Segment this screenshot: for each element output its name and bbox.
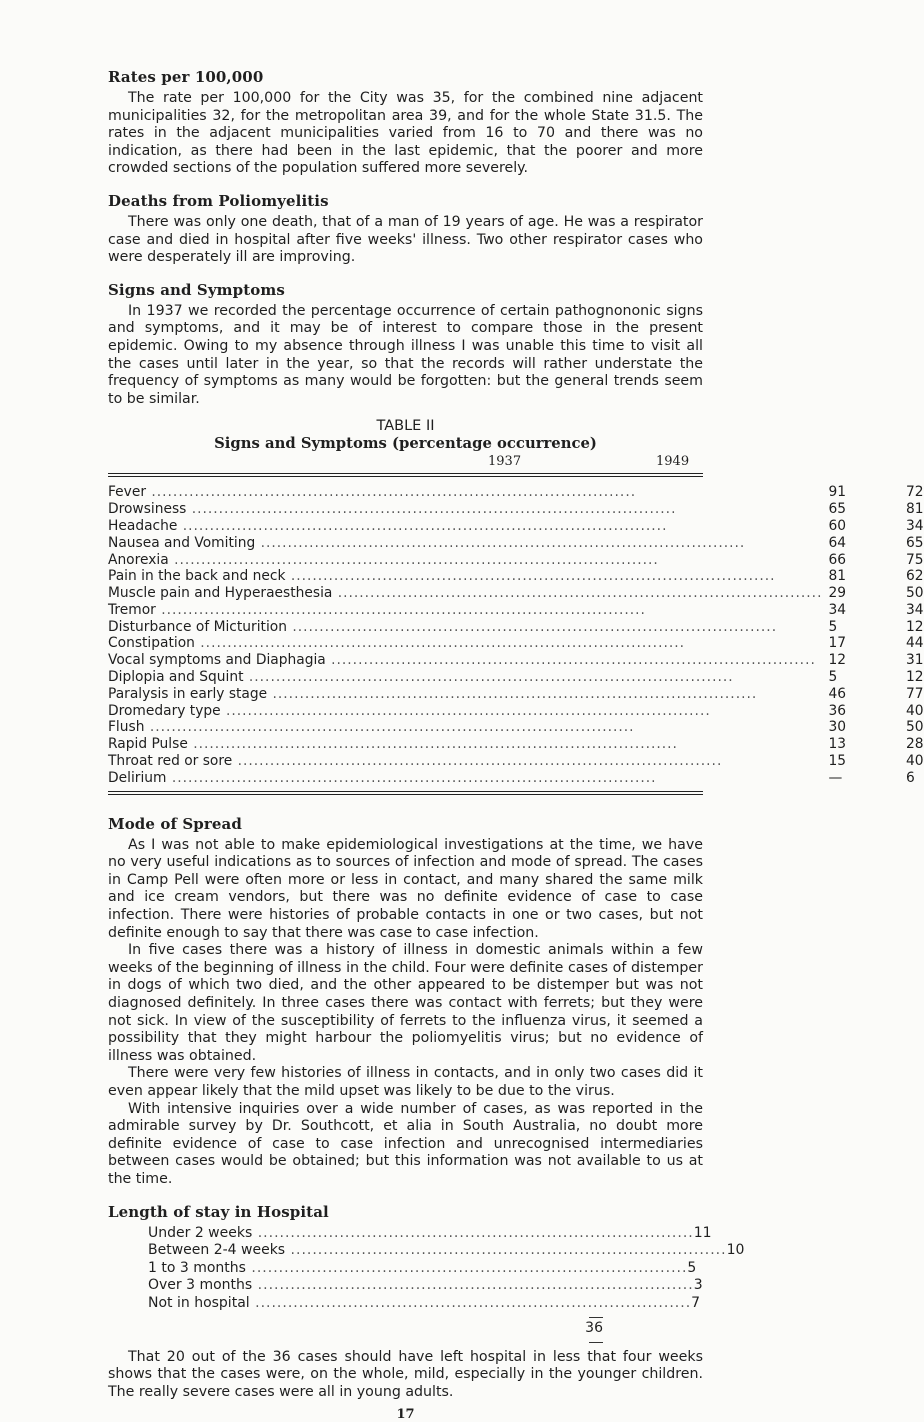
stay-label: 1 to 3 months ................................................................................ — [148, 1259, 688, 1276]
stay-list — [148, 1224, 745, 1313]
value-1937: 13 — [828, 736, 847, 753]
paragraph: The rate per 100,000 for the City was 35, for the combined nine adjacent municipalities 32, for the metropolitan area 39, and for the whole State 31.5. The rates in the adjacent municipalities varied from 16 to 70 and there was no indication, as there had been in the last epidemic, that the poorer and more crowded sections of the population suffered more severely. — [108, 90, 703, 177]
table-row — [108, 719, 924, 736]
table-row — [108, 518, 924, 535]
symptom-label: Anorexia .......................................................................................... — [108, 551, 659, 568]
symptom-label: Constipation .......................................................................................... — [108, 635, 685, 652]
paragraph: In 1937 we recorded the percentage occurrence of certain pathognononic signs and symptoms, and it may be of interest to compare those in the present epidemic. Owing to my absence through illness I was unable this time to visit all the cases until later in the year, so that the records will rather understate the frequency of symptoms as many would be forgotten: but the general trends seem to be similar. — [108, 302, 703, 407]
stay-count: 5 — [687, 1259, 697, 1276]
symptom-name: Drowsiness — [108, 501, 187, 518]
section-heading: Length of stay in Hospital — [108, 1202, 329, 1221]
stay-label: Not in hospital ................................................................................ — [148, 1294, 692, 1311]
table-row — [108, 736, 924, 753]
symptom-label: Throat red or sore .......................................................................................... — [108, 753, 723, 770]
table-row — [108, 686, 924, 703]
table-row — [108, 635, 924, 652]
table-row — [108, 602, 924, 619]
section-deaths — [108, 192, 703, 267]
value-1949: 28 — [906, 736, 924, 753]
symptom-label: Vocal symptoms and Diaphagia .......................................................................................... — [108, 652, 816, 669]
stay-count: 7 — [691, 1294, 701, 1311]
symptom-label: Fever .......................................................................................... — [108, 484, 637, 501]
stay-label: Under 2 weeks ................................................................................ — [148, 1224, 694, 1241]
symptom-label: Nausea and Vomiting .......................................................................................... — [108, 534, 746, 551]
symptom-name: Rapid Pulse — [108, 736, 188, 753]
value-1949: 44 — [906, 635, 924, 652]
value-1949: 77 — [906, 685, 924, 702]
paragraph: There was only one death, that of a man of 19 years of age. He was a respirator case and died in hospital after five weeks' illness. Two other respirator cases who were desperately ill are improving. — [108, 213, 703, 266]
value-1949: 50 — [906, 585, 924, 602]
table-row — [108, 568, 924, 585]
symptom-name: Delirium — [108, 769, 167, 786]
symptom-name: Flush — [108, 719, 145, 736]
symptom-label: Pain in the back and neck .......................................................................................... — [108, 568, 776, 585]
value-1949: 31 — [906, 652, 924, 669]
symptom-name: Anorexia — [108, 551, 169, 568]
value-1937: 29 — [828, 585, 847, 602]
symptom-label: Disturbance of Micturition .......................................................................................... — [108, 618, 778, 635]
table-row — [108, 585, 924, 602]
value-1949: 40 — [906, 753, 924, 770]
stay-total: 36 — [585, 1319, 603, 1336]
list-item — [148, 1224, 712, 1243]
value-1937: 60 — [828, 517, 847, 534]
stay-total-row — [148, 1320, 603, 1338]
paragraph: In five cases there was a history of illness in domestic animals within a few weeks of the beginning of illness in the child. Four were definite cases of distemper in dogs of which two died, and the other appeared to be distemper but was not diagnosed definitely. In three cases there was contact with ferrets; but they were not sick. In view of the susceptibility of ferrets to the influenza virus, it seemed a possibility that they might harbour the poliomyelitis virus; but no evidence of illness was obtained. — [108, 942, 703, 1064]
stay-count: 3 — [693, 1277, 703, 1294]
value-1937: 15 — [828, 753, 847, 770]
symptom-name: Vocal symptoms and Diaphagia — [108, 652, 326, 669]
table-title: TABLE II — [376, 418, 435, 435]
value-1937: 5 — [828, 618, 838, 635]
section-heading: Signs and Symptoms — [108, 280, 285, 299]
value-1937: 34 — [828, 601, 847, 618]
table-bottom-rule — [108, 791, 703, 795]
value-1949: 72 — [906, 484, 924, 501]
symptom-label: Delirium .......................................................................................... — [108, 769, 657, 786]
table-subtitle: Signs and Symptoms (percentage occurrence) — [214, 435, 597, 453]
symptom-name: Nausea and Vomiting — [108, 534, 256, 551]
symptom-label: Diplopia and Squint .......................................................................................... — [108, 669, 734, 686]
section-signs — [108, 281, 703, 409]
symptom-name: Constipation — [108, 635, 195, 652]
value-1937: 81 — [828, 568, 847, 585]
value-1937: 64 — [828, 534, 847, 551]
symptom-name: Diplopia and Squint — [108, 669, 244, 686]
value-1937: 17 — [828, 635, 847, 652]
symptom-name: Pain in the back and neck — [108, 568, 286, 585]
total-rule — [589, 1317, 603, 1318]
table-header-row — [108, 452, 703, 470]
value-1937: 65 — [828, 501, 847, 518]
paragraph: With intensive inquiries over a wide number of cases, as was reported in the admirable survey by Dr. Southcott, et alia in South Australia, no doubt more definite evidence of case to case infection and unrecognised intermediaries between cases would be obtained; but this information was not available to us at the time. — [108, 1100, 703, 1187]
symptoms-table-block — [108, 418, 924, 794]
table-row — [108, 619, 924, 636]
section-stay — [108, 1202, 745, 1343]
section-heading: Mode of Spread — [108, 814, 242, 833]
stay-label-text: Between 2-4 weeks — [148, 1242, 286, 1259]
table-row — [108, 552, 924, 569]
value-1949: 81 — [906, 501, 924, 518]
stay-count: 10 — [726, 1242, 745, 1259]
symptom-label: Tremor .......................................................................................... — [108, 601, 646, 618]
symptom-label: Headache .......................................................................................... — [108, 517, 668, 534]
symptom-label: Paralysis in early stage .......................................................................................... — [108, 685, 758, 702]
value-1949: 40 — [906, 702, 924, 719]
value-1949: 34 — [906, 517, 924, 534]
table-row — [108, 484, 924, 501]
symptom-name: Headache — [108, 517, 178, 534]
section-spread — [108, 815, 703, 1189]
symptom-label: Muscle pain and Hyperaesthesia .......................................................................................... — [108, 585, 823, 602]
section-rates — [108, 68, 703, 178]
table-row — [108, 501, 924, 518]
value-1949: 6 — [906, 769, 915, 786]
value-1949: 12 — [906, 669, 924, 686]
total-rule-bottom — [589, 1342, 603, 1343]
section-heading: Deaths from Poliomyelitis — [108, 191, 329, 210]
value-1937: 46 — [828, 685, 847, 702]
stay-label-text: Over 3 months — [148, 1277, 253, 1294]
section-heading: Rates per 100,000 — [108, 68, 264, 86]
symptom-name: Muscle pain and Hyperaesthesia — [108, 585, 333, 602]
stay-label-text: Not in hospital — [148, 1294, 250, 1311]
symptom-label: Dromedary type .......................................................................................... — [108, 702, 711, 719]
value-1937: 66 — [828, 551, 847, 568]
symptom-name: Paralysis in early stage — [108, 685, 268, 702]
table-row — [108, 703, 924, 720]
value-1949: 75 — [906, 551, 924, 568]
page-number: 17 — [396, 1407, 415, 1422]
paragraph: There were very few histories of illness in contacts, and in only two cases did it even appear likely that the mild upset was likely to be due to the virus. — [108, 1065, 703, 1099]
paragraph: As I was not able to make epidemiological investigations at the time, we have no very useful indications as to sources of infection and mode of spread. The cases in Camp Pell were often more or less in contact, and many shared the same milk and ice cream vendors, but there was no definite evidence of case to case infection. There were histories of probable contacts in one or two cases, but not definite enough to say that there was case to case infection. — [108, 836, 703, 941]
value-1937: 91 — [828, 484, 847, 501]
list-item — [148, 1277, 703, 1295]
column-header-1937: 1937 — [488, 454, 522, 470]
symptom-name: Dromedary type — [108, 702, 221, 719]
symptom-label: Rapid Pulse .......................................................................................... — [108, 736, 678, 753]
stay-label-text: Under 2 weeks — [148, 1224, 253, 1241]
list-item — [148, 1242, 745, 1260]
list-item — [148, 1294, 701, 1313]
value-1949: 62 — [906, 568, 924, 585]
symptoms-table — [108, 484, 924, 786]
stay-label: Over 3 months ................................................................................ — [148, 1277, 694, 1294]
symptom-label: Drowsiness .......................................................................................... — [108, 501, 677, 518]
list-item — [148, 1259, 697, 1278]
value-1937: — — [828, 769, 843, 786]
table-row — [108, 535, 924, 552]
value-1949: 50 — [906, 719, 924, 736]
table-row — [108, 669, 924, 686]
symptom-name: Throat red or sore — [108, 753, 233, 770]
table-row — [108, 652, 924, 669]
table-row — [108, 770, 924, 787]
value-1937: 5 — [828, 669, 838, 686]
stay-count: 11 — [693, 1224, 712, 1241]
stay-label-text: 1 to 3 months — [148, 1259, 246, 1276]
value-1949: 65 — [906, 534, 924, 551]
table-row — [108, 753, 924, 770]
symptom-name: Disturbance of Micturition — [108, 618, 287, 635]
value-1937: 36 — [828, 702, 847, 719]
stay-label: Between 2-4 weeks ................................................................................ — [148, 1242, 727, 1259]
value-1937: 30 — [828, 719, 847, 736]
table-top-rule — [108, 473, 703, 477]
paragraph: That 20 out of the 36 cases should have left hospital in less that four weeks shows that the cases were, on the whole, mild, especially in the younger children. The really severe cases were all in young adults. — [108, 1348, 703, 1400]
value-1937: 12 — [828, 652, 847, 669]
symptom-name: Tremor — [108, 601, 156, 618]
value-1949: 12 — [906, 618, 924, 635]
document-page — [108, 68, 924, 1422]
stay-total-block — [148, 1317, 603, 1343]
value-1949: 34 — [906, 601, 924, 618]
symptom-label: Flush .......................................................................................... — [108, 719, 635, 736]
column-header-1949: 1949 — [656, 454, 690, 470]
symptom-name: Fever — [108, 484, 146, 501]
